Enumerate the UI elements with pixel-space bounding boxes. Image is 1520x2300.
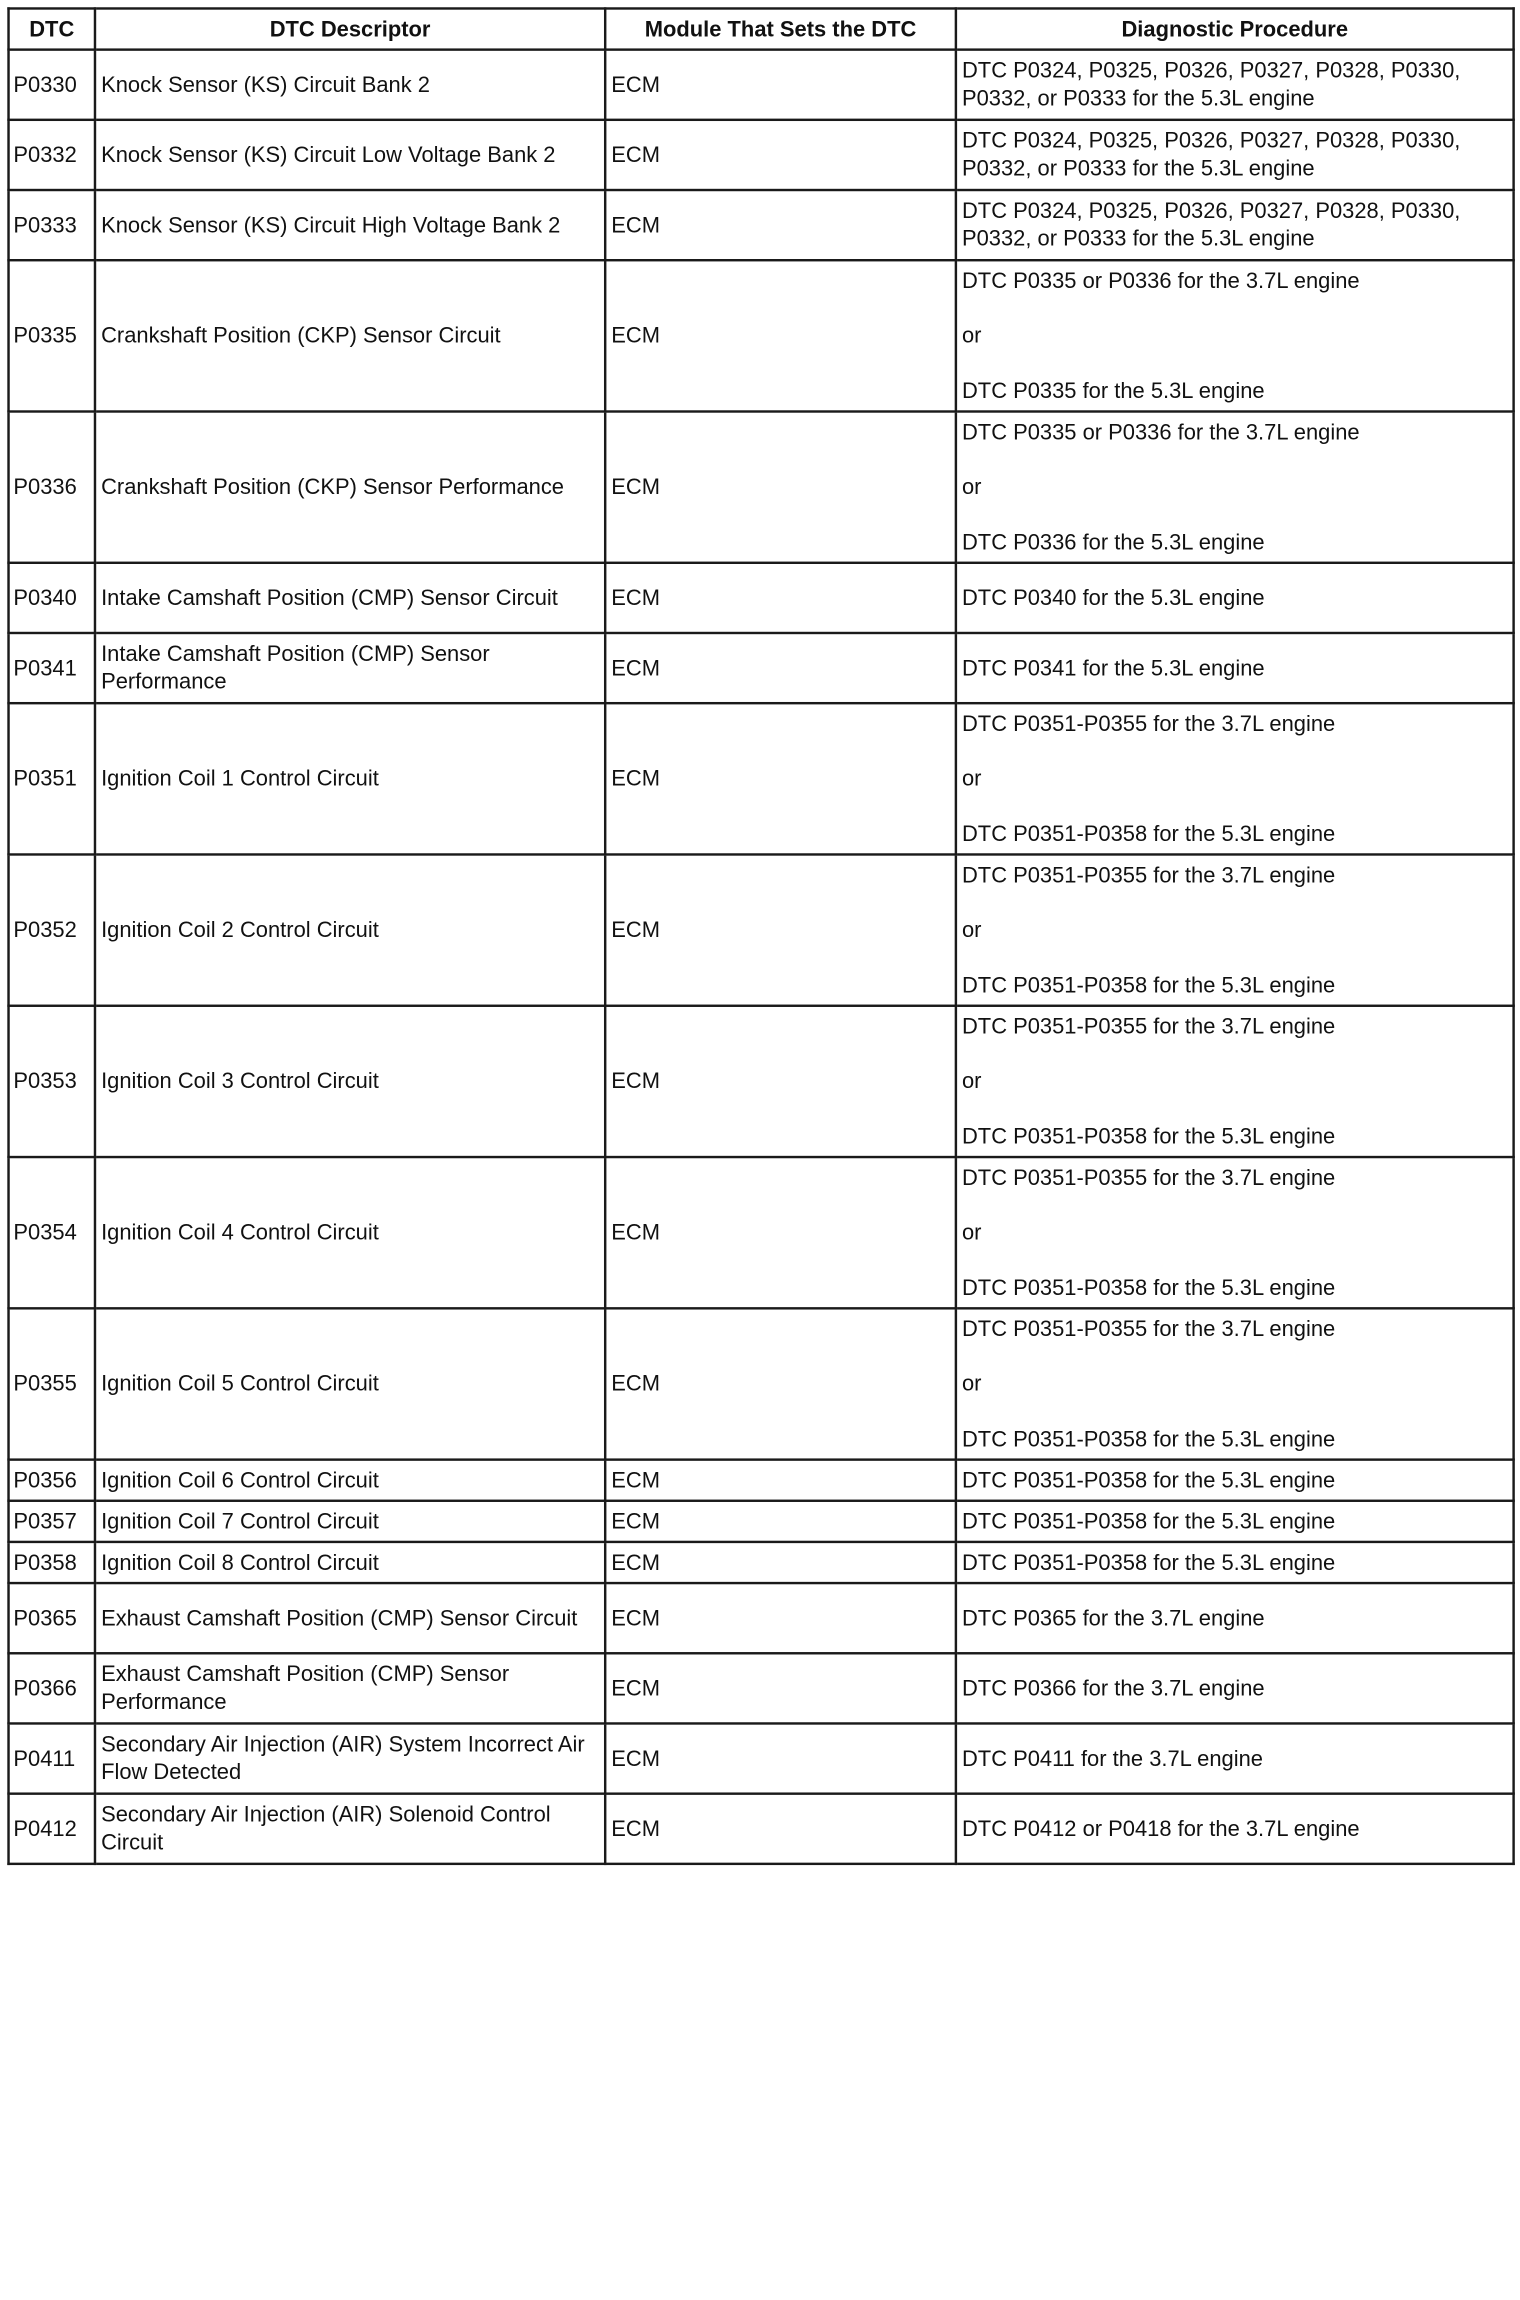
table-row	[9, 1794, 1514, 1864]
descriptor-cell: Secondary Air Injection (AIR) System Incorrect Air Flow Detected	[95, 1723, 605, 1793]
header-row	[9, 8, 1514, 49]
procedure-cell	[956, 1653, 1514, 1723]
procedure-cell	[956, 50, 1514, 120]
procedure-line: DTC P0412 or P0418 for the 3.7L engine	[961, 1816, 1360, 1841]
procedure-line: DTC P0411 for the 3.7L engine	[961, 1745, 1263, 1771]
procedure-line: DTC P0351-P0355 for the 3.7L engine	[961, 1013, 1336, 1038]
procedure-line: DTC P0341 for the 5.3L engine	[961, 655, 1265, 680]
procedure-cell	[956, 633, 1514, 703]
procedure-line: DTC P0366 for the 3.7L engine	[961, 1675, 1265, 1700]
table-row	[9, 1723, 1514, 1793]
module-cell: ECM	[605, 633, 956, 703]
procedure-or: or	[961, 1068, 982, 1093]
procedure-line: DTC P0351-P0355 for the 3.7L engine	[961, 1164, 1336, 1190]
descriptor-cell: Knock Sensor (KS) Circuit Bank 2	[95, 50, 605, 120]
dtc-cell: P0366	[9, 1653, 95, 1723]
header-descriptor: DTC Descriptor	[95, 8, 605, 49]
procedure-line: DTC P0335 for the 5.3L engine	[961, 378, 1265, 403]
table-row	[9, 260, 1514, 411]
procedure-cell	[956, 563, 1514, 633]
module-cell: ECM	[605, 50, 956, 120]
procedure-line: DTC P0351-P0358 for the 5.3L engine	[961, 972, 1336, 997]
procedure-line: DTC P0351-P0358 for the 5.3L engine	[961, 1549, 1336, 1574]
procedure-cell	[956, 1583, 1514, 1653]
table-row	[9, 854, 1514, 1005]
descriptor-cell: Ignition Coil 2 Control Circuit	[95, 854, 605, 1005]
dtc-table	[7, 7, 1515, 1865]
procedure-line: DTC P0351-P0358 for the 5.3L engine	[961, 1508, 1336, 1533]
procedure-line: DTC P0351-P0358 for the 5.3L engine	[961, 1426, 1336, 1451]
procedure-cell	[956, 120, 1514, 190]
dtc-cell: P0336	[9, 412, 95, 563]
procedure-line: DTC P0335 or P0336 for the 3.7L engine	[961, 268, 1360, 293]
dtc-cell: P0365	[9, 1583, 95, 1653]
module-cell: ECM	[605, 563, 956, 633]
procedure-cell	[956, 190, 1514, 260]
table-row	[9, 563, 1514, 633]
procedure-cell	[956, 1157, 1514, 1308]
procedure-cell	[956, 1542, 1514, 1583]
descriptor-cell: Ignition Coil 5 Control Circuit	[95, 1308, 605, 1459]
descriptor-cell: Ignition Coil 7 Control Circuit	[95, 1501, 605, 1542]
procedure-or: or	[961, 1371, 982, 1396]
dtc-cell: P0333	[9, 190, 95, 260]
module-cell: ECM	[605, 1501, 956, 1542]
procedure-line: DTC P0335 or P0336 for the 3.7L engine	[961, 419, 1360, 444]
dtc-cell: P0340	[9, 563, 95, 633]
table-row	[9, 633, 1514, 703]
procedure-line: DTC P0351-P0355 for the 3.7L engine	[961, 711, 1336, 736]
procedure-cell	[956, 412, 1514, 563]
table-row	[9, 1460, 1514, 1501]
descriptor-cell: Intake Camshaft Position (CMP) Sensor Performance	[95, 633, 605, 703]
procedure-cell	[956, 1794, 1514, 1864]
module-cell: ECM	[605, 260, 956, 411]
dtc-cell: P0353	[9, 1006, 95, 1157]
procedure-line: DTC P0351-P0358 for the 5.3L engine	[961, 1123, 1336, 1148]
dtc-cell: P0357	[9, 1501, 95, 1542]
procedure-cell	[956, 703, 1514, 854]
descriptor-cell: Ignition Coil 6 Control Circuit	[95, 1460, 605, 1501]
procedure-or: or	[961, 1219, 982, 1245]
table-row	[9, 50, 1514, 120]
table-row	[9, 1583, 1514, 1653]
dtc-cell: P0354	[9, 1157, 95, 1308]
procedure-line: DTC P0351-P0355 for the 3.7L engine	[961, 1316, 1336, 1341]
dtc-cell: P0341	[9, 633, 95, 703]
table-row	[9, 1542, 1514, 1583]
dtc-cell: P0352	[9, 854, 95, 1005]
table-row	[9, 412, 1514, 563]
procedure-cell	[956, 1501, 1514, 1542]
dtc-cell: P0330	[9, 50, 95, 120]
descriptor-cell: Ignition Coil 3 Control Circuit	[95, 1006, 605, 1157]
descriptor-cell: Ignition Coil 8 Control Circuit	[95, 1542, 605, 1583]
descriptor-cell: Knock Sensor (KS) Circuit Low Voltage Bank 2	[95, 120, 605, 190]
procedure-or: or	[961, 323, 982, 348]
procedure-line: DTC P0324, P0325, P0326, P0327, P0328, P0330, P0332, or P0333 for the 5.3L engine	[961, 198, 1461, 251]
module-cell: ECM	[605, 1308, 956, 1459]
procedure-cell	[956, 854, 1514, 1005]
module-cell: ECM	[605, 854, 956, 1005]
procedure-line: DTC P0351-P0358 for the 5.3L engine	[961, 1275, 1336, 1300]
procedure-line: DTC P0324, P0325, P0326, P0327, P0328, P0330, P0332, or P0333 for the 5.3L engine	[961, 58, 1461, 111]
procedure-line: DTC P0336 for the 5.3L engine	[961, 529, 1265, 554]
procedure-line: DTC P0351-P0358 for the 5.3L engine	[961, 1467, 1336, 1492]
descriptor-cell: Crankshaft Position (CKP) Sensor Performance	[95, 412, 605, 563]
table-row	[9, 120, 1514, 190]
module-cell: ECM	[605, 190, 956, 260]
descriptor-cell: Exhaust Camshaft Position (CMP) Sensor Circuit	[95, 1583, 605, 1653]
module-cell: ECM	[605, 412, 956, 563]
table-row	[9, 1157, 1514, 1308]
header-dtc: DTC	[9, 8, 95, 49]
table-row	[9, 703, 1514, 854]
dtc-cell: P0355	[9, 1308, 95, 1459]
descriptor-cell: Crankshaft Position (CKP) Sensor Circuit	[95, 260, 605, 411]
dtc-cell: P0412	[9, 1794, 95, 1864]
procedure-cell	[956, 1006, 1514, 1157]
procedure-line: DTC P0340 for the 5.3L engine	[961, 585, 1265, 610]
procedure-or: or	[961, 474, 982, 499]
dtc-cell: P0356	[9, 1460, 95, 1501]
procedure-cell	[956, 1460, 1514, 1501]
module-cell: ECM	[605, 1653, 956, 1723]
module-cell: ECM	[605, 1723, 956, 1793]
procedure-line: DTC P0351-P0355 for the 3.7L engine	[961, 862, 1336, 887]
header-module: Module That Sets the DTC	[605, 8, 956, 49]
module-cell: ECM	[605, 1794, 956, 1864]
dtc-cell: P0351	[9, 703, 95, 854]
dtc-cell: P0358	[9, 1542, 95, 1583]
descriptor-cell: Intake Camshaft Position (CMP) Sensor Circuit	[95, 563, 605, 633]
descriptor-cell: Ignition Coil 4 Control Circuit	[95, 1157, 605, 1308]
procedure-cell	[956, 1723, 1514, 1793]
table-row	[9, 1501, 1514, 1542]
table-row	[9, 1653, 1514, 1723]
module-cell: ECM	[605, 1460, 956, 1501]
module-cell: ECM	[605, 1006, 956, 1157]
descriptor-cell: Ignition Coil 1 Control Circuit	[95, 703, 605, 854]
procedure-line: DTC P0324, P0325, P0326, P0327, P0328, P0330, P0332, or P0333 for the 5.3L engine	[961, 128, 1461, 181]
dtc-cell: P0335	[9, 260, 95, 411]
dtc-cell: P0332	[9, 120, 95, 190]
table-row	[9, 1308, 1514, 1459]
dtc-cell: P0411	[9, 1723, 95, 1793]
module-cell: ECM	[605, 120, 956, 190]
table-body	[9, 50, 1514, 1864]
descriptor-cell: Exhaust Camshaft Position (CMP) Sensor Performance	[95, 1653, 605, 1723]
table-row	[9, 190, 1514, 260]
procedure-cell	[956, 1308, 1514, 1459]
module-cell: ECM	[605, 1583, 956, 1653]
procedure-line: DTC P0351-P0358 for the 5.3L engine	[961, 821, 1336, 846]
descriptor-cell: Knock Sensor (KS) Circuit High Voltage Bank 2	[95, 190, 605, 260]
procedure-line: DTC P0365 for the 3.7L engine	[961, 1605, 1265, 1630]
table-row	[9, 1006, 1514, 1157]
header-procedure: Diagnostic Procedure	[956, 8, 1514, 49]
module-cell: ECM	[605, 1157, 956, 1308]
module-cell: ECM	[605, 1542, 956, 1583]
descriptor-cell: Secondary Air Injection (AIR) Solenoid Control Circuit	[95, 1794, 605, 1864]
procedure-cell	[956, 260, 1514, 411]
procedure-or: or	[961, 766, 982, 791]
procedure-or: or	[961, 917, 982, 942]
module-cell: ECM	[605, 703, 956, 854]
